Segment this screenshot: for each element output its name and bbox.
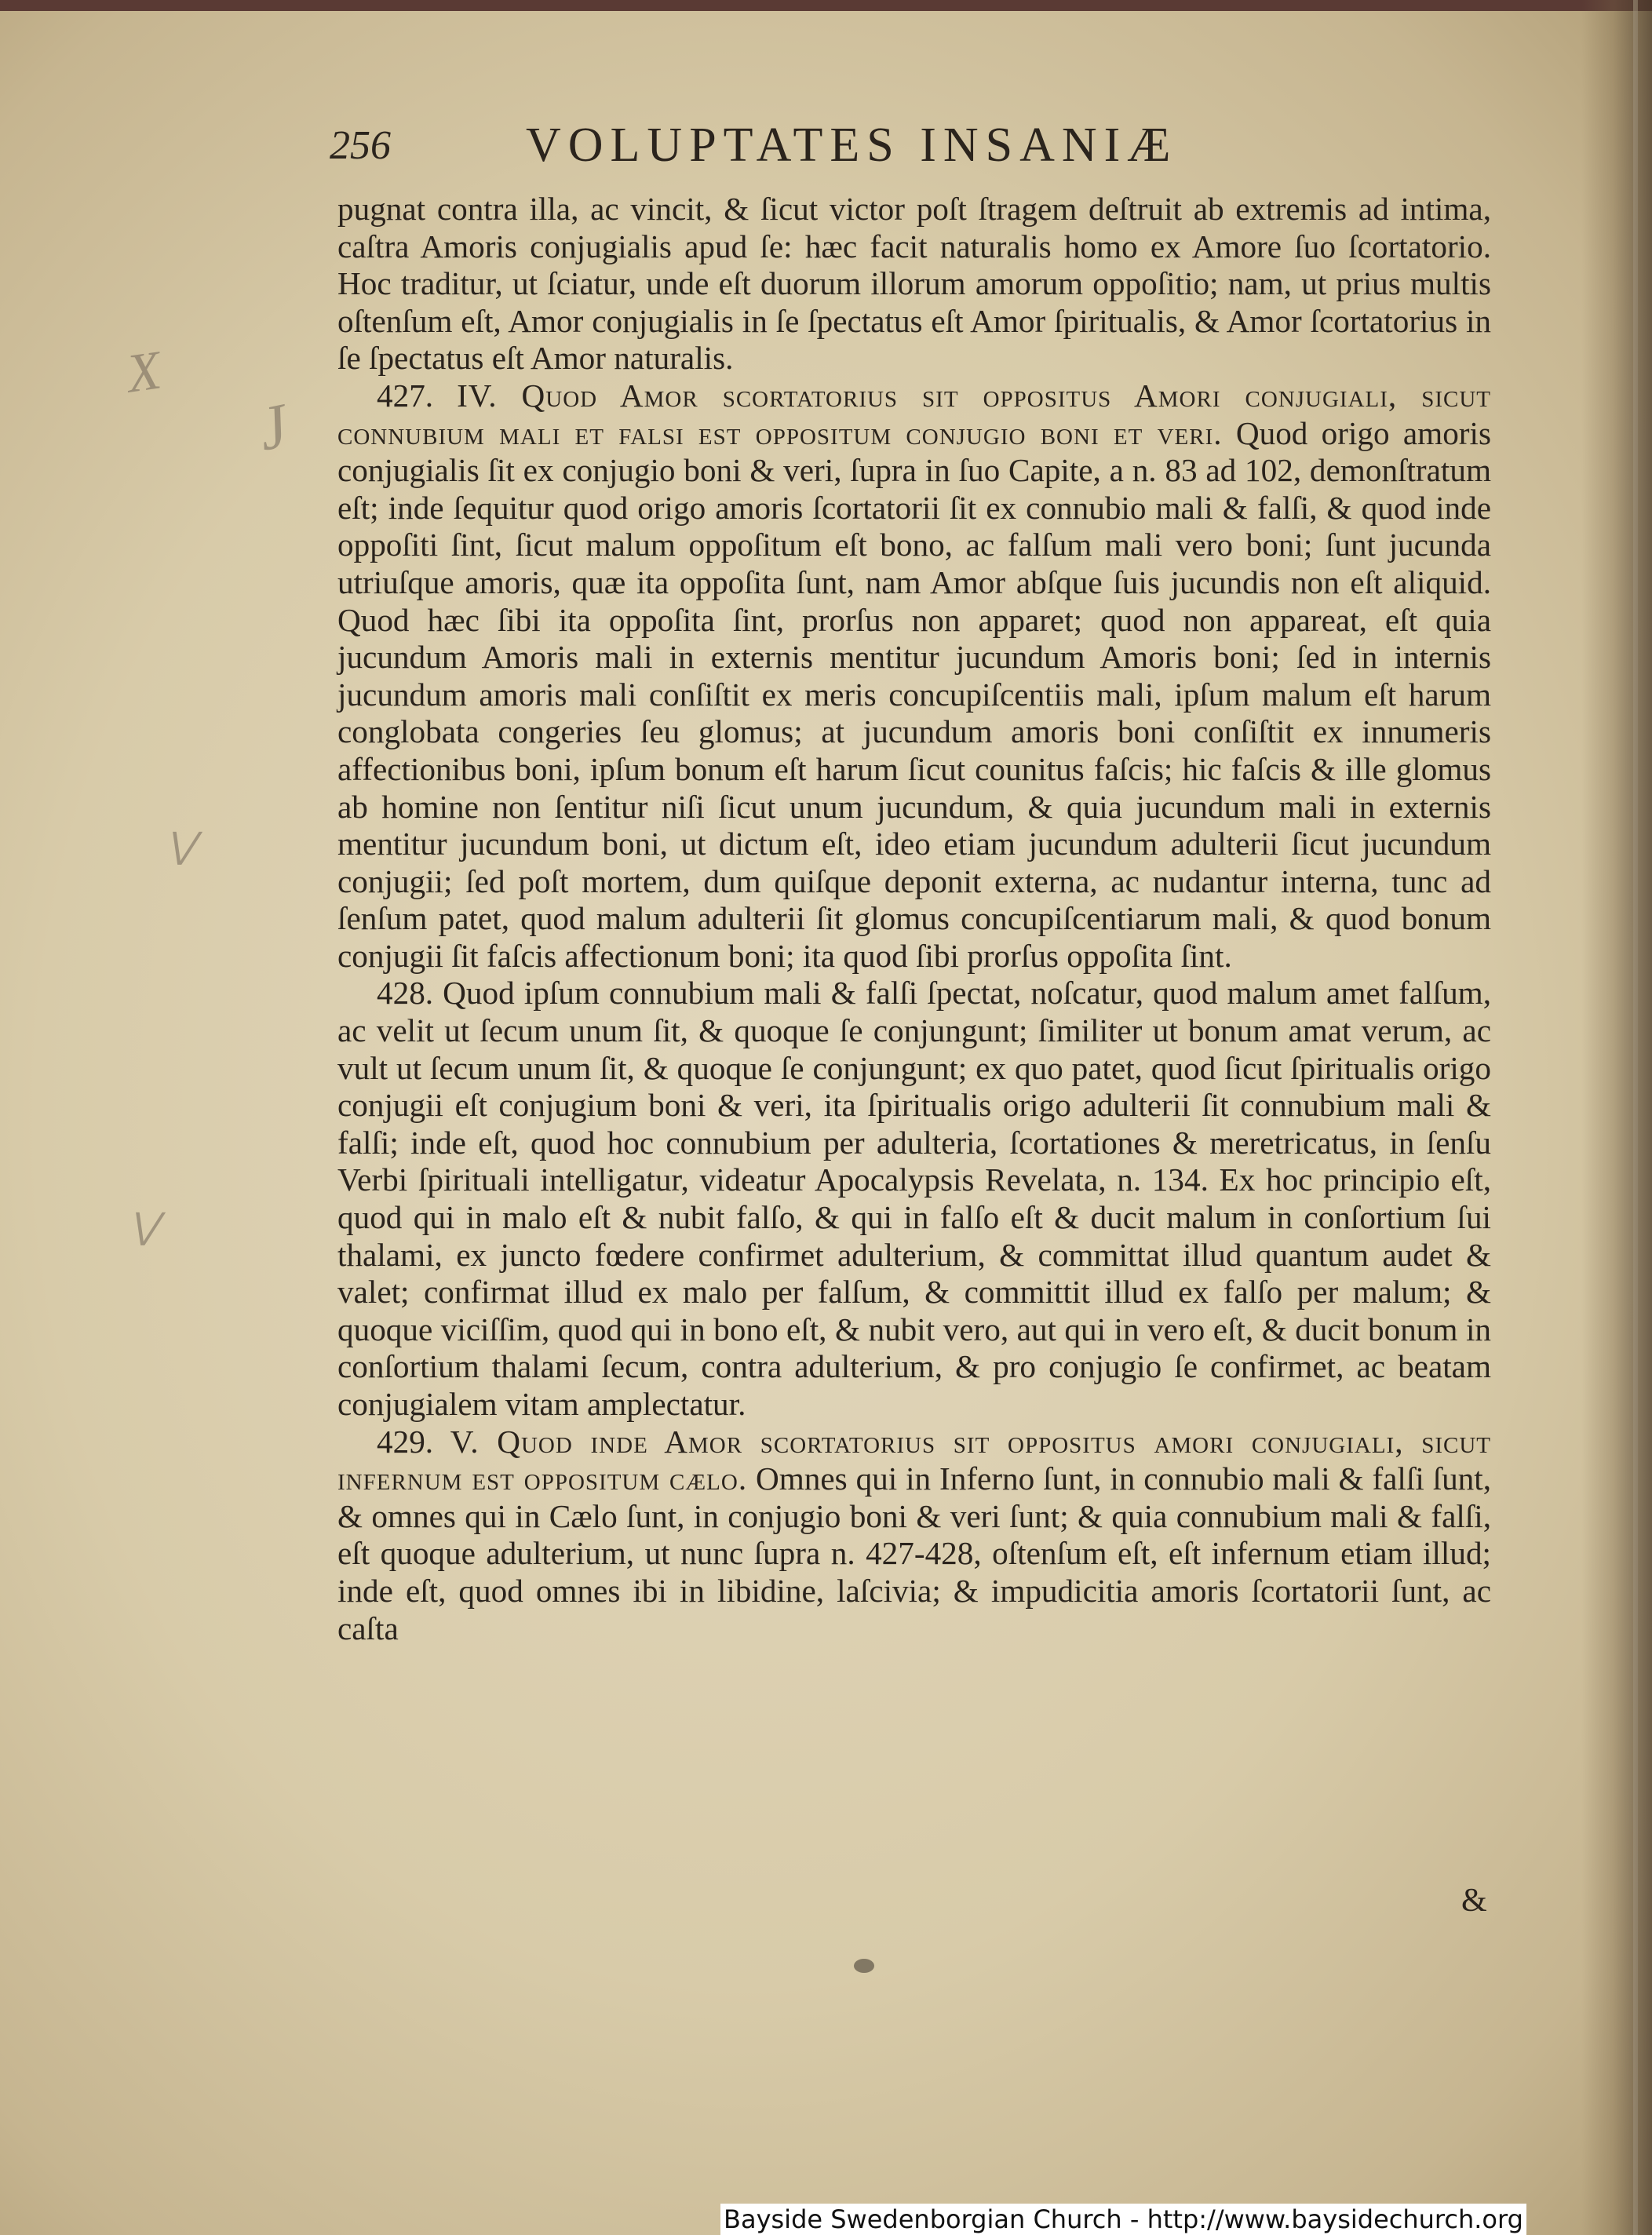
- catchword: &: [1461, 1883, 1487, 1919]
- paragraph-428: [337, 975, 1491, 1423]
- running-title: VOLUPTATES INSANIÆ: [526, 118, 1178, 172]
- margin-note: J: [252, 391, 294, 465]
- spine-shadow: [1581, 0, 1652, 2235]
- paragraph-text: Quod ipſum connubium mali & falſi ſpectat, noſcatur, quod malum amet falſum, ac velit ut ſecum unum ſit, & quoque ſe conjungunt; ſimiliter ut bonum amat verum, ac vult ut ſecum unum ſit, & quoque ſe conjungunt; ex quo patet, quod ſicut ſpiritualis origo conjugii eſt conjugium boni & veri, ita ſpiritualis origo adulterii ſit connubium mali & falſi; inde eſt, quod hoc connubium per adulteria, ſcortationes & meretricatus, in ſenſu Verbi ſpirituali intelligatur, videatur Apocalypsis Revelata, n. 134. Ex hoc principio eſt, quod qui in malo eſt & nubit falſo, & qui in falſo eſt & ducit malum in conſortium ſui thalami, ex juncto fœdere confirmet adulterium, & committat illud quantum audet & valet; confirmat illud ex malo per falſum, & committit illud ex falſo per malum; & quoque viciſſim, quod qui in bono eſt, & nubit vero, aut qui in vero eſt, & ducit bonum in conſortium thalami ſecum, contra adulterium, & pro conjugio ſe confirmet, ac beatam conjugialem vitam amplectatur.: [337, 975, 1491, 1422]
- watermark-link[interactable]: Bayside Swedenborgian Church - http://www.baysidechurch.org: [720, 2204, 1526, 2235]
- paragraph-continuation: [337, 191, 1491, 377]
- margin-note: ⋁: [129, 1206, 159, 1246]
- paragraph-text: pugnat contra illa, ac vincit, & ſicut victor poſt ſtragem deſtruit ab extremis ad intima, caſtra Amoris conjugialis apud ſe: hæc facit naturalis homo ex Amore ſuo ſcortatorio. Hoc traditur, ut ſciatur, unde eſt duorum illorum amorum oppoſitio; nam, ut prius multis oſtenſum eſt, Amor conjugialis in ſe ſpectatus eſt Amor ſpiritualis, & Amor ſcortatorius in ſe ſpectatus eſt Amor naturalis.: [337, 191, 1491, 377]
- ink-blot: [854, 1959, 874, 1973]
- paragraph-number: 428.: [377, 975, 434, 1012]
- paragraph-text: Omnes qui in Inferno ſunt, in connubio mali & falſi ſunt, & omnes qui in Cælo ſunt, in conjugio boni & veri ſunt; & quia connubium mali & falſi, eſt quoque adulterium, ut nunc ſupra n. 427-428, oſtenſum eſt, eſt infernum etiam illud; inde eſt, quod omnes ibi in libidine, laſcivia; & impudicitia amoris ſcortatorii ſunt, ac caſta: [337, 1460, 1492, 1646]
- paragraph-text: Quod origo amoris conjugialis ſit ex conjugio boni & veri, ſupra in ſuo Capite, a n. 83 ad 102, demonſtratum eſt; inde ſequitur quod origo amoris ſcortatorii ſit ex connubio mali & falſi, & quod inde oppoſiti ſint, ſicut malum oppoſitum eſt bono, ac falſum mali vero boni; ſunt jucunda utriuſque amoris, quæ ita oppoſita ſunt, nam Amor abſque ſuis jucundis non eſt aliquid. Quod hæc ſibi ita oppoſita ſint, prorſus non apparet; quod non appareat, eſt quia jucundum Amoris mali in externis mentitur jucundum Amoris boni; ſed in internis jucundum amoris mali conſiſtit ex meris concupiſcentiis mali, ipſum malum eſt harum conglobata congeries ſeu glomus; at jucundum amoris boni conſiſtit ex innumeris affectionibus boni, ipſum bonum eſt harum ſicut counitus faſcis; hic faſcis & ille glomus ab homine non ſentitur niſi ſicut unum jucundum, & quia jucundum mali in externis mentitur jucundum boni, ut dictum eſt, ideo etiam jucundum adulterii ſicut jucundum conjugii; ſed poſt mortem, dum quiſque deponit externa, ac nudantur interna, tunc ad ſenſum patet, quod malum adulterii ſit glomus concupiſcentiarum mali, & quod bonum conjugii ſit faſcis affectionum boni; ita quod ſibi prorſus oppoſita ſint.: [337, 414, 1491, 974]
- margin-note: ⋁: [166, 826, 196, 866]
- paragraph-427: [337, 377, 1491, 975]
- margin-note: X: [122, 340, 165, 405]
- body-text: [337, 191, 1491, 1647]
- paragraph-number: 429.: [377, 1423, 434, 1460]
- paragraph-429: [337, 1424, 1491, 1648]
- paragraph-heading: IV. Quod Amor scortatorius sit oppositus Amori conjugiali, sicut connubium mali et falsi est oppositum conjugio boni et veri.: [337, 377, 1491, 451]
- page-header: [330, 118, 1491, 188]
- paragraph-heading: V. Quod inde Amor scortatorius sit oppositus amori conjugiali, sicut infernum est oppositum cælo.: [337, 1423, 1491, 1497]
- page-number: 256: [330, 123, 391, 168]
- paragraph-number: 427.: [377, 377, 434, 414]
- top-edge: [0, 0, 1652, 11]
